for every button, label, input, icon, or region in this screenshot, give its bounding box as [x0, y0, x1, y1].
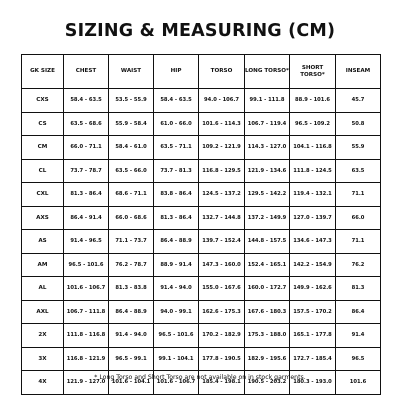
chest-cell: 73.7 - 78.7: [64, 159, 109, 183]
torso-cell: 162.6 - 175.3: [199, 300, 245, 324]
hip-cell: 99.1 - 104.1: [154, 347, 199, 371]
table-row: [22, 159, 381, 183]
table-row: [22, 300, 381, 324]
size-cell: AL: [22, 277, 64, 301]
inseam-cell: 55.9: [336, 136, 381, 160]
inseam-cell: 63.5: [336, 159, 381, 183]
inseam-cell: 45.7: [336, 89, 381, 113]
short-torso-cell: 104.1 - 116.8: [290, 136, 336, 160]
short-torso-cell: 165.1 - 177.8: [290, 324, 336, 348]
inseam-cell: 71.1: [336, 183, 381, 207]
hip-cell: 88.9 - 91.4: [154, 253, 199, 277]
short-torso-cell: 134.6 - 147.3: [290, 230, 336, 254]
header-torso: TORSO: [199, 55, 245, 89]
torso-cell: 185.4 - 198.1: [199, 371, 245, 395]
torso-cell: 155.0 - 167.6: [199, 277, 245, 301]
chest-cell: 121.9 - 127.0: [64, 371, 109, 395]
waist-cell: 81.3 - 83.8: [109, 277, 154, 301]
long-torso-cell: 152.4 - 165.1: [245, 253, 290, 277]
table-row: [22, 89, 381, 113]
header-inseam: INSEAM: [336, 55, 381, 89]
size-cell: 4X: [22, 371, 64, 395]
header-chest: CHEST: [64, 55, 109, 89]
hip-cell: 61.0 - 66.0: [154, 112, 199, 136]
size-cell: AM: [22, 253, 64, 277]
table-header-row: [22, 55, 381, 89]
table-row: [22, 347, 381, 371]
table-row: [22, 112, 381, 136]
chest-cell: 58.4 - 63.5: [64, 89, 109, 113]
chest-cell: 81.3 - 86.4: [64, 183, 109, 207]
waist-cell: 91.4 - 94.0: [109, 324, 154, 348]
short-torso-cell: 111.8 - 124.5: [290, 159, 336, 183]
hip-cell: 101.6 - 106.7: [154, 371, 199, 395]
chest-cell: 101.6 - 106.7: [64, 277, 109, 301]
size-cell: CM: [22, 136, 64, 160]
long-torso-cell: 175.3 - 188.0: [245, 324, 290, 348]
table-row: [22, 206, 381, 230]
size-cell: AXS: [22, 206, 64, 230]
long-torso-cell: 144.8 - 157.5: [245, 230, 290, 254]
sizing-table: [21, 54, 381, 395]
chest-cell: 96.5 - 101.6: [64, 253, 109, 277]
hip-cell: 63.5 - 71.1: [154, 136, 199, 160]
size-cell: AS: [22, 230, 64, 254]
table-row: [22, 136, 381, 160]
long-torso-cell: 114.3 - 127.0: [245, 136, 290, 160]
long-torso-cell: 190.5 - 203.2: [245, 371, 290, 395]
hip-cell: 83.8 - 86.4: [154, 183, 199, 207]
table-row: [22, 324, 381, 348]
waist-cell: 63.5 - 66.0: [109, 159, 154, 183]
footnote: * Long Torso and Short Torso are not available on in stock garments.: [94, 374, 306, 381]
torso-cell: 124.5 - 137.2: [199, 183, 245, 207]
waist-cell: 58.4 - 61.0: [109, 136, 154, 160]
size-cell: CXS: [22, 89, 64, 113]
hip-cell: 58.4 - 63.5: [154, 89, 199, 113]
torso-cell: 139.7 - 152.4: [199, 230, 245, 254]
short-torso-cell: 142.2 - 154.9: [290, 253, 336, 277]
torso-cell: 170.2 - 182.9: [199, 324, 245, 348]
inseam-cell: 66.0: [336, 206, 381, 230]
inseam-cell: 101.6: [336, 371, 381, 395]
chest-cell: 91.4 - 96.5: [64, 230, 109, 254]
short-torso-cell: 149.9 - 162.6: [290, 277, 336, 301]
long-torso-cell: 129.5 - 142.2: [245, 183, 290, 207]
waist-cell: 96.5 - 99.1: [109, 347, 154, 371]
header-waist: WAIST: [109, 55, 154, 89]
table-row: [22, 230, 381, 254]
inseam-cell: 91.4: [336, 324, 381, 348]
waist-cell: 101.6 - 104.1: [109, 371, 154, 395]
long-torso-cell: 99.1 - 111.8: [245, 89, 290, 113]
long-torso-cell: 121.9 - 134.6: [245, 159, 290, 183]
header-short-torso: SHORT TORSO*: [290, 55, 336, 89]
header-hip: HIP: [154, 55, 199, 89]
size-cell: CL: [22, 159, 64, 183]
waist-cell: 53.5 - 55.9: [109, 89, 154, 113]
chest-cell: 106.7 - 111.8: [64, 300, 109, 324]
chest-cell: 63.5 - 68.6: [64, 112, 109, 136]
short-torso-cell: 127.0 - 139.7: [290, 206, 336, 230]
size-cell: 2X: [22, 324, 64, 348]
torso-cell: 101.6 - 114.3: [199, 112, 245, 136]
inseam-cell: 81.3: [336, 277, 381, 301]
header-long-torso: LONG TORSO*: [245, 55, 290, 89]
waist-cell: 66.0 - 68.6: [109, 206, 154, 230]
size-cell: AXL: [22, 300, 64, 324]
inseam-cell: 71.1: [336, 230, 381, 254]
torso-cell: 132.7 - 144.8: [199, 206, 245, 230]
chest-cell: 116.8 - 121.9: [64, 347, 109, 371]
hip-cell: 73.7 - 81.3: [154, 159, 199, 183]
short-torso-cell: 172.7 - 185.4: [290, 347, 336, 371]
table-row: [22, 253, 381, 277]
torso-cell: 94.0 - 106.7: [199, 89, 245, 113]
inseam-cell: 96.5: [336, 347, 381, 371]
long-torso-cell: 167.6 - 180.3: [245, 300, 290, 324]
waist-cell: 76.2 - 78.7: [109, 253, 154, 277]
torso-cell: 116.8 - 129.5: [199, 159, 245, 183]
inseam-cell: 86.4: [336, 300, 381, 324]
long-torso-cell: 106.7 - 119.4: [245, 112, 290, 136]
table-row: [22, 277, 381, 301]
header-gk-size: GK SIZE: [22, 55, 64, 89]
short-torso-cell: 157.5 - 170.2: [290, 300, 336, 324]
short-torso-cell: 96.5 - 109.2: [290, 112, 336, 136]
size-cell: CS: [22, 112, 64, 136]
waist-cell: 86.4 - 88.9: [109, 300, 154, 324]
waist-cell: 55.9 - 58.4: [109, 112, 154, 136]
short-torso-cell: 88.9 - 101.6: [290, 89, 336, 113]
torso-cell: 147.3 - 160.0: [199, 253, 245, 277]
hip-cell: 86.4 - 88.9: [154, 230, 199, 254]
chest-cell: 111.8 - 116.8: [64, 324, 109, 348]
short-torso-cell: 180.3 - 193.0: [290, 371, 336, 395]
hip-cell: 91.4 - 94.0: [154, 277, 199, 301]
hip-cell: 81.3 - 86.4: [154, 206, 199, 230]
inseam-cell: 50.8: [336, 112, 381, 136]
torso-cell: 177.8 - 190.5: [199, 347, 245, 371]
hip-cell: 94.0 - 99.1: [154, 300, 199, 324]
hip-cell: 96.5 - 101.6: [154, 324, 199, 348]
chest-cell: 86.4 - 91.4: [64, 206, 109, 230]
page-title: SIZING & MEASURING (CM): [64, 21, 336, 41]
waist-cell: 71.1 - 73.7: [109, 230, 154, 254]
chest-cell: 66.0 - 71.1: [64, 136, 109, 160]
waist-cell: 68.6 - 71.1: [109, 183, 154, 207]
short-torso-cell: 119.4 - 132.1: [290, 183, 336, 207]
torso-cell: 109.2 - 121.9: [199, 136, 245, 160]
long-torso-cell: 137.2 - 149.9: [245, 206, 290, 230]
table-row: [22, 183, 381, 207]
long-torso-cell: 182.9 - 195.6: [245, 347, 290, 371]
long-torso-cell: 160.0 - 172.7: [245, 277, 290, 301]
size-cell: 3X: [22, 347, 64, 371]
size-cell: CXL: [22, 183, 64, 207]
inseam-cell: 76.2: [336, 253, 381, 277]
